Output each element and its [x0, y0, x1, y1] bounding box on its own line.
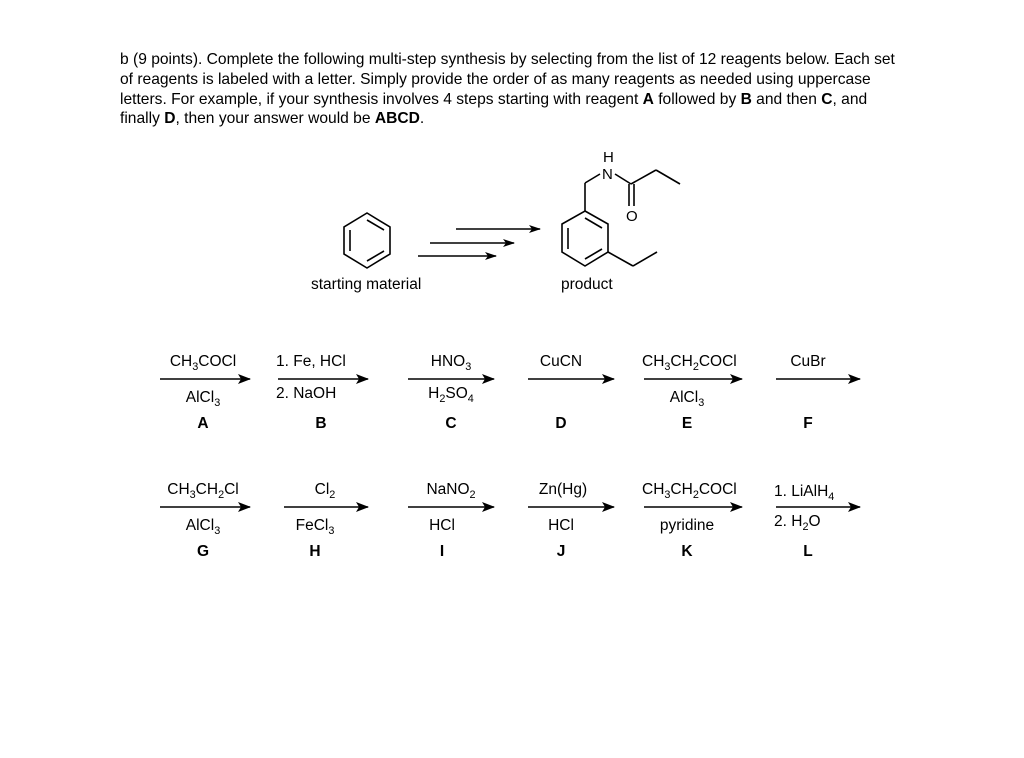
reagent-d-arrow	[526, 373, 626, 385]
atom-n: N	[602, 166, 613, 183]
reagent-g-arrow	[158, 501, 258, 513]
reagent-a-top: $CH_3COCl$	[169, 353, 237, 373]
product-label: product	[561, 276, 613, 293]
reagent-b-arrow	[276, 373, 376, 385]
example-b: B	[740, 90, 752, 108]
reagent-e-arrow	[642, 373, 752, 385]
reagent-l-letter: L	[803, 543, 813, 560]
question-end: .	[419, 110, 425, 128]
reagent-c-bottom: $H_2SO_4$	[428, 385, 474, 405]
reagent-f-top: CuBr	[790, 353, 826, 370]
question-mid2: and then	[751, 90, 822, 108]
reagent-e-top: $CH_3CH_2COCl$	[642, 353, 737, 373]
reagent-k-letter: K	[681, 543, 693, 560]
reagent-k-top: $CH_3CH_2COCl$	[642, 481, 737, 501]
product-structure	[562, 170, 680, 266]
multistep-arrows	[418, 229, 540, 256]
reagent-i-arrow	[406, 501, 506, 513]
atom-o: O	[626, 208, 638, 225]
reagent-g-top: $CH_3CH_2Cl$	[167, 481, 239, 501]
reagent-k-arrow	[642, 501, 752, 513]
reagent-h-bottom: FeCl$_3$	[295, 517, 335, 537]
example-d: D	[164, 110, 176, 128]
reagent-a-letter: A	[197, 415, 209, 432]
reagent-c-top: $HNO_3$	[430, 353, 472, 373]
reagent-l-top: 1. LiAlH$_4$	[774, 483, 835, 503]
reagent-c-letter: C	[445, 415, 457, 432]
reagent-h-arrow	[282, 501, 382, 513]
question-mid4: , then your answer would be	[175, 110, 375, 128]
reagent-e-bottom: AlCl$_3$	[669, 389, 705, 409]
reagent-j-letter: J	[556, 543, 566, 560]
reagent-j-top: Zn(Hg)	[538, 481, 588, 498]
atom-h: H	[603, 149, 614, 166]
reagent-i-bottom: HCl	[429, 517, 455, 534]
reagent-g-letter: G	[196, 543, 210, 560]
question-intro: b (9 points). Complete the following multi-step synthesis by selecting from the list of 12 reagents below. Each set of reagents is labeled with a letter. Simply provide the order of as many reagents as needed using uppercase letters. For example, if your synthesis involves 4 steps starting with reagent	[120, 51, 895, 108]
example-a: A	[642, 90, 654, 108]
reagent-j-arrow	[526, 501, 626, 513]
reagent-f-letter: F	[803, 415, 813, 432]
reagent-i-top: NaNO$_2$	[426, 481, 476, 501]
reagent-j-bottom: HCl	[548, 517, 574, 534]
reagent-b-bottom: 2. NaOH	[276, 385, 337, 402]
example-c: C	[821, 90, 833, 108]
benzene-structure	[344, 213, 390, 268]
reagent-a-arrow	[158, 373, 258, 385]
reagent-d-letter: D	[555, 415, 567, 432]
reagent-i-letter: I	[439, 543, 445, 560]
example-answer: ABCD	[374, 110, 420, 128]
reagent-c-arrow	[406, 373, 506, 385]
reagent-g-bottom: AlCl$_3$	[185, 517, 221, 537]
reagent-h-letter: H	[309, 543, 321, 560]
starting-material-label: starting material	[311, 276, 422, 293]
reagent-f-arrow	[774, 373, 874, 385]
reagent-h-top: $Cl_2$	[314, 481, 336, 501]
reagent-a-bottom: AlCl$_3$	[185, 389, 221, 409]
reagent-e-letter: E	[681, 415, 693, 432]
reagent-d-top: CuCN	[539, 353, 583, 370]
reagent-l-bottom: 2. $H_2O$	[774, 513, 821, 533]
question-mid1: followed by	[653, 90, 741, 108]
question-mid3: , and finally	[120, 90, 868, 128]
reagent-b-top: 1. Fe, HCl	[276, 353, 346, 370]
reagent-b-letter: B	[315, 415, 327, 432]
reagent-l-arrow	[774, 501, 874, 513]
reagent-k-bottom: pyridine	[659, 517, 715, 534]
